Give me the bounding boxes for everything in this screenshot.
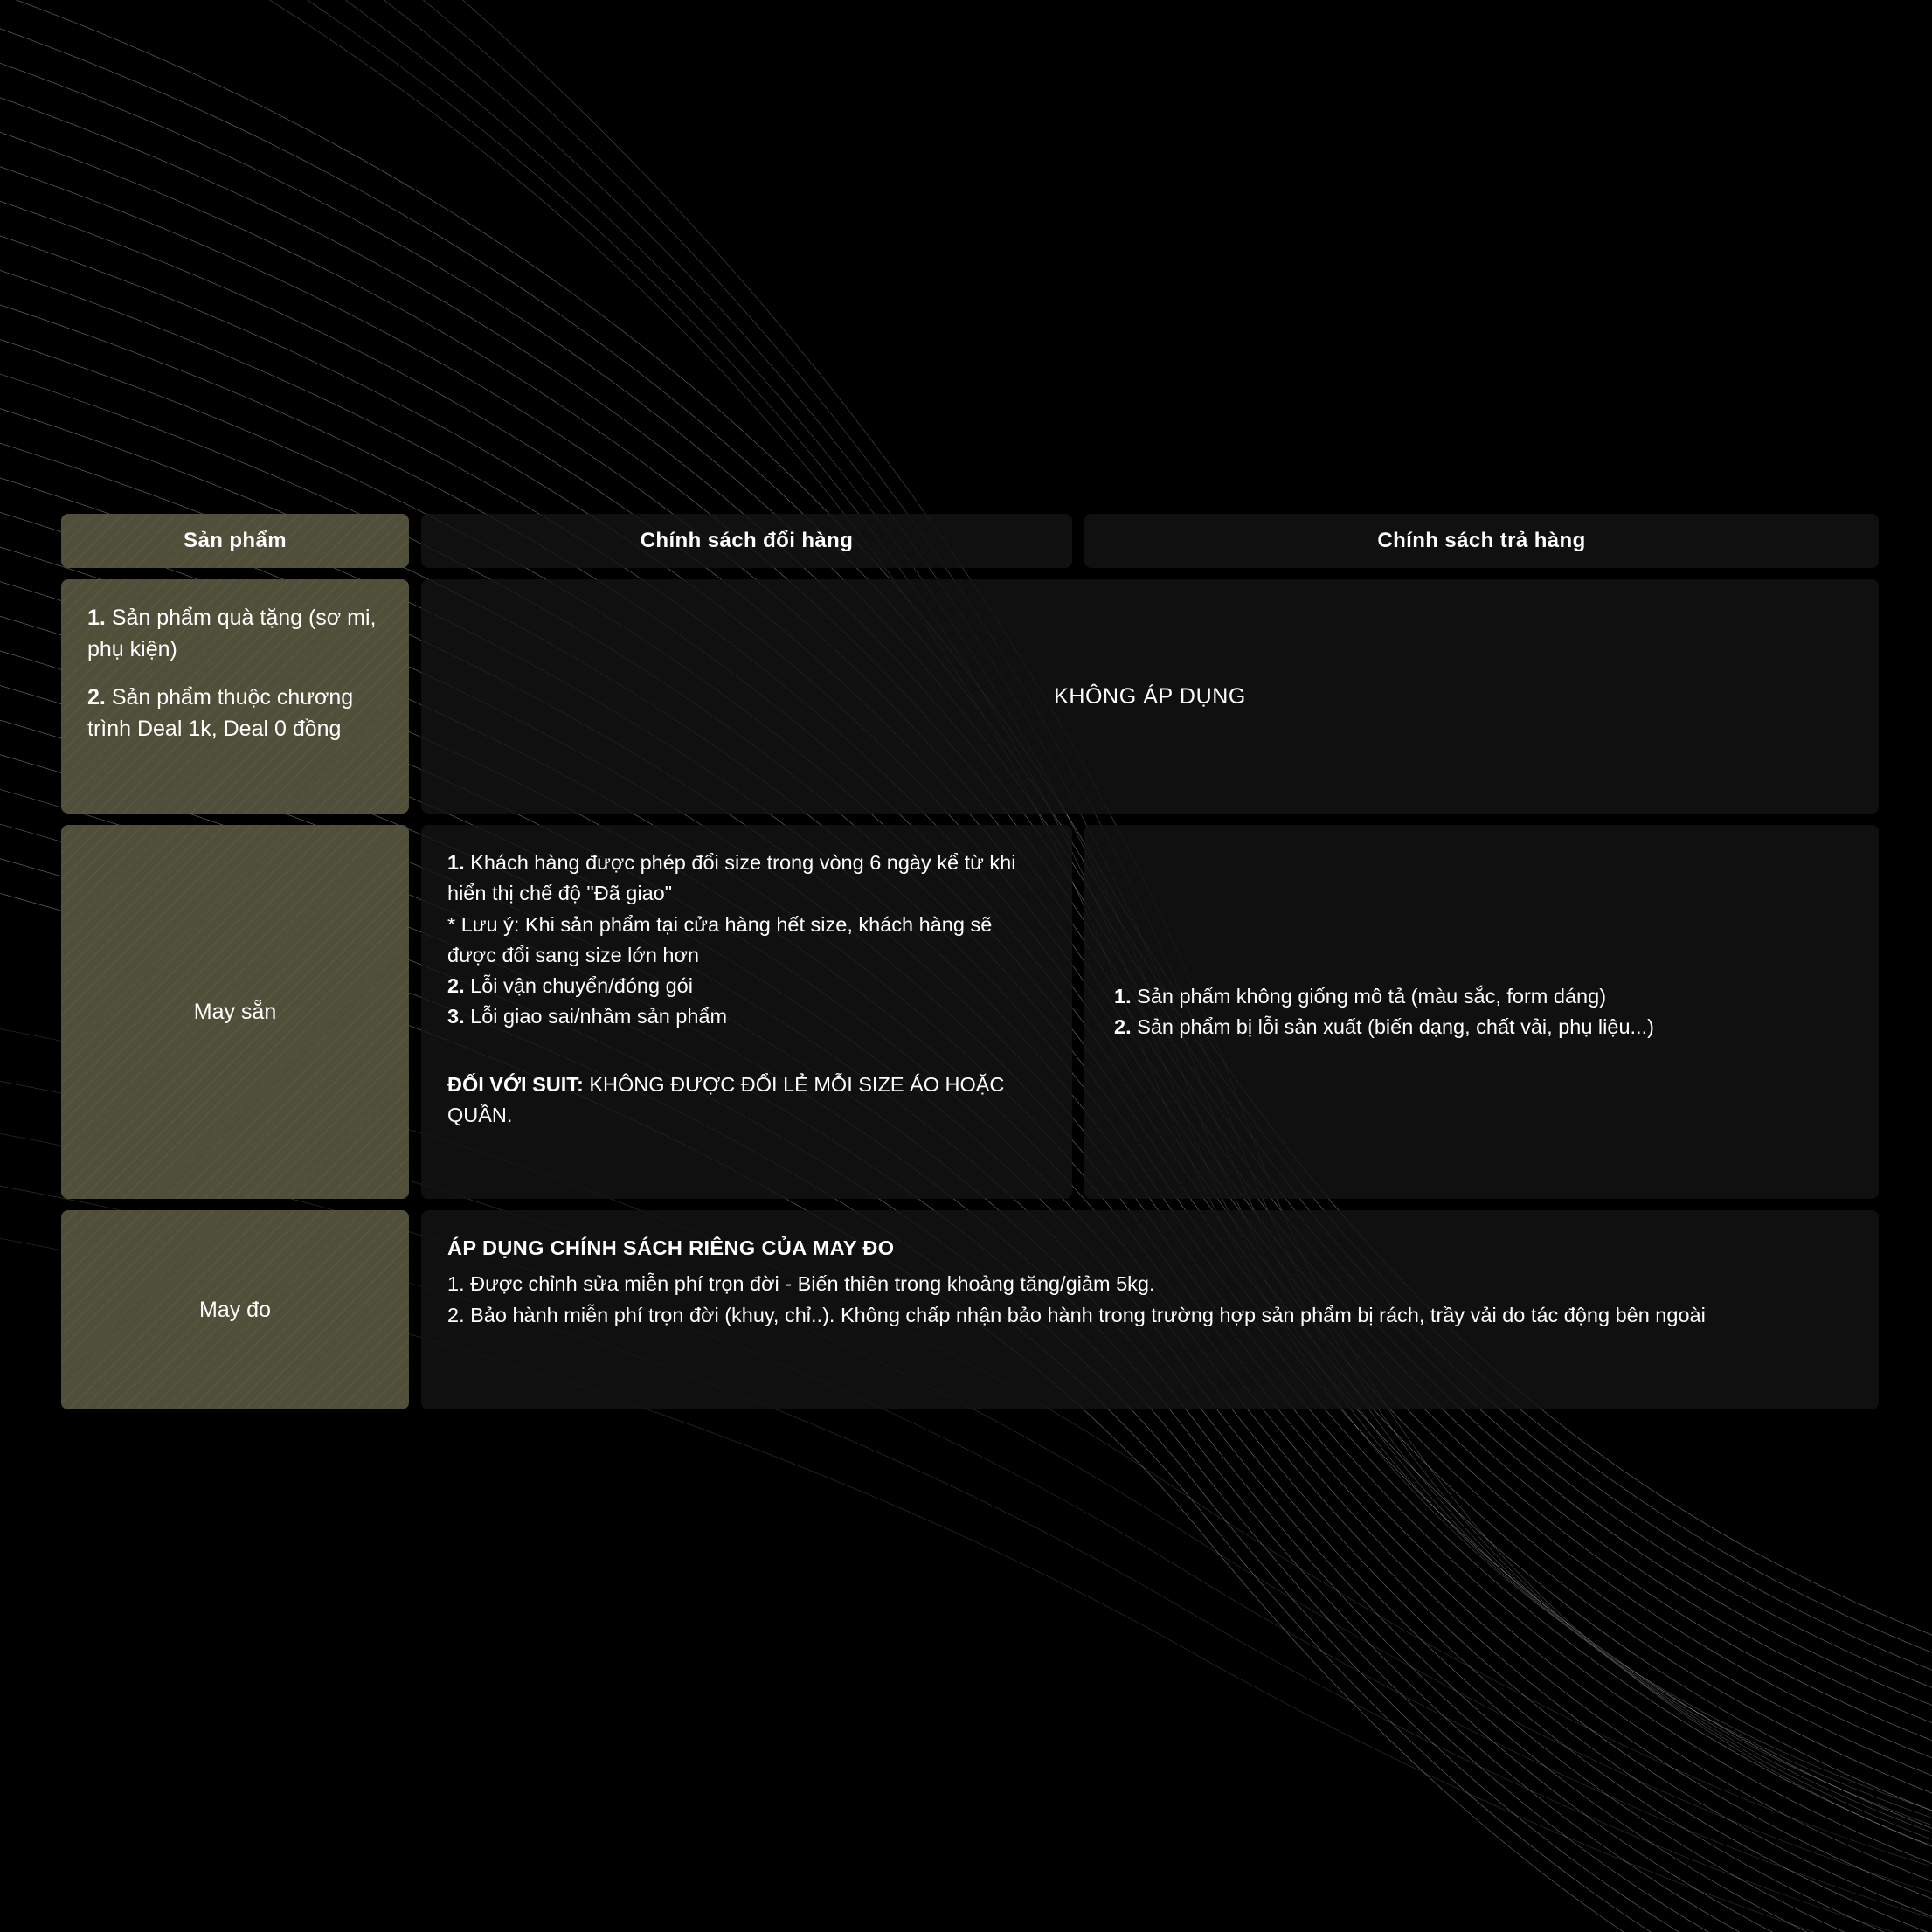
row2-exchange-item-3 bbox=[447, 1001, 1046, 1032]
row2-return-item-2-text: Sản phẩm bị lỗi sản xuất (biến dạng, chất vải, phụ liệu...) bbox=[1137, 1015, 1654, 1038]
row3-merged-cell bbox=[421, 1210, 1879, 1409]
row1-item-2-text: Sản phẩm thuộc chương trình Deal 1k, Deal 0 đồng bbox=[87, 684, 354, 741]
row1-item-1-number: 1. bbox=[87, 606, 106, 630]
header-exchange-label: Chính sách đổi hàng bbox=[640, 529, 854, 552]
table-row bbox=[61, 1210, 1879, 1409]
row2-exchange-item-1-number: 1. bbox=[447, 851, 465, 874]
header-product-label: Sản phẩm bbox=[184, 529, 287, 552]
row2-exchange-cell bbox=[421, 825, 1072, 1199]
row2-exchange-note-marker: * bbox=[447, 912, 456, 936]
table-header-row bbox=[61, 514, 1879, 568]
row2-return-item-2 bbox=[1114, 1012, 1654, 1042]
row2-exchange-item-1 bbox=[447, 848, 1046, 910]
row2-return-cell bbox=[1084, 825, 1879, 1199]
header-return-label: Chính sách trả hàng bbox=[1377, 529, 1586, 552]
table-row bbox=[61, 825, 1879, 1199]
row2-product-label: May sẵn bbox=[193, 999, 277, 1024]
row2-return-item-1-text: Sản phẩm không giống mô tả (màu sắc, form dáng) bbox=[1137, 984, 1607, 1008]
row2-exchange-item-1-text: Khách hàng được phép đổi size trong vòng 6 ngày kể từ khi hiển thị chế độ "Đã giao" bbox=[447, 851, 1016, 905]
header-return bbox=[1084, 514, 1879, 568]
row2-return-item-1 bbox=[1114, 981, 1654, 1012]
row1-item-1-text: Sản phẩm quà tặng (sơ mi, phụ kiện) bbox=[87, 606, 377, 662]
table-row bbox=[61, 579, 1879, 814]
row2-suit-note-text: KHÔNG ĐƯỢC ĐỔI LẺ MỖI SIZE ÁO HOẶC QUẦN. bbox=[447, 1072, 1005, 1126]
row2-exchange-item-3-number: 3. bbox=[447, 1005, 465, 1028]
row2-exchange-item-3-text: Lỗi giao sai/nhầm sản phẩm bbox=[470, 1005, 728, 1028]
row3-line-1: 1. Được chỉnh sửa miễn phí trọn đời - Biến thiên trong khoảng tăng/giảm 5kg. bbox=[447, 1272, 1155, 1296]
row1-product-cell bbox=[61, 579, 409, 814]
row2-exchange-note-text: Lưu ý: Khi sản phẩm tại cửa hàng hết size, khách hàng sẽ được đổi sang size lớn hơn bbox=[447, 912, 993, 966]
row2-suit-note bbox=[447, 1070, 1046, 1132]
row1-item-2-number: 2. bbox=[87, 684, 106, 710]
row2-exchange-item-2-text: Lỗi vận chuyển/đóng gói bbox=[470, 974, 693, 997]
row2-product-cell bbox=[61, 825, 409, 1199]
row3-line-2: 2. Bảo hành miễn phí trọn đời (khuy, chỉ..). Không chấp nhận bảo hành trong trường hợp sản phẩm bị rách, trầy vải do tác động bên ngoài bbox=[447, 1303, 1706, 1326]
row2-exchange-item-2-number: 2. bbox=[447, 974, 465, 997]
header-product bbox=[61, 514, 409, 568]
row1-merged-cell bbox=[421, 579, 1879, 814]
row1-not-applicable-text: KHÔNG ÁP DỤNG bbox=[1054, 683, 1246, 709]
row2-return-item-1-number: 1. bbox=[1114, 984, 1132, 1008]
row3-product-cell bbox=[61, 1210, 409, 1409]
row2-exchange-note bbox=[447, 910, 1046, 972]
policy-table bbox=[61, 514, 1879, 1421]
row2-suit-note-label: ĐỐI VỚI SUIT: bbox=[447, 1072, 584, 1096]
row1-item-2 bbox=[87, 682, 383, 745]
row1-item-1 bbox=[87, 602, 383, 666]
row3-title: ÁP DỤNG CHÍNH SÁCH RIÊNG CỦA MAY ĐO bbox=[447, 1236, 895, 1259]
row2-return-item-2-number: 2. bbox=[1114, 1015, 1132, 1038]
row3-product-label: May đo bbox=[199, 1297, 271, 1322]
row2-exchange-item-2 bbox=[447, 971, 1046, 1001]
header-exchange bbox=[421, 514, 1072, 568]
